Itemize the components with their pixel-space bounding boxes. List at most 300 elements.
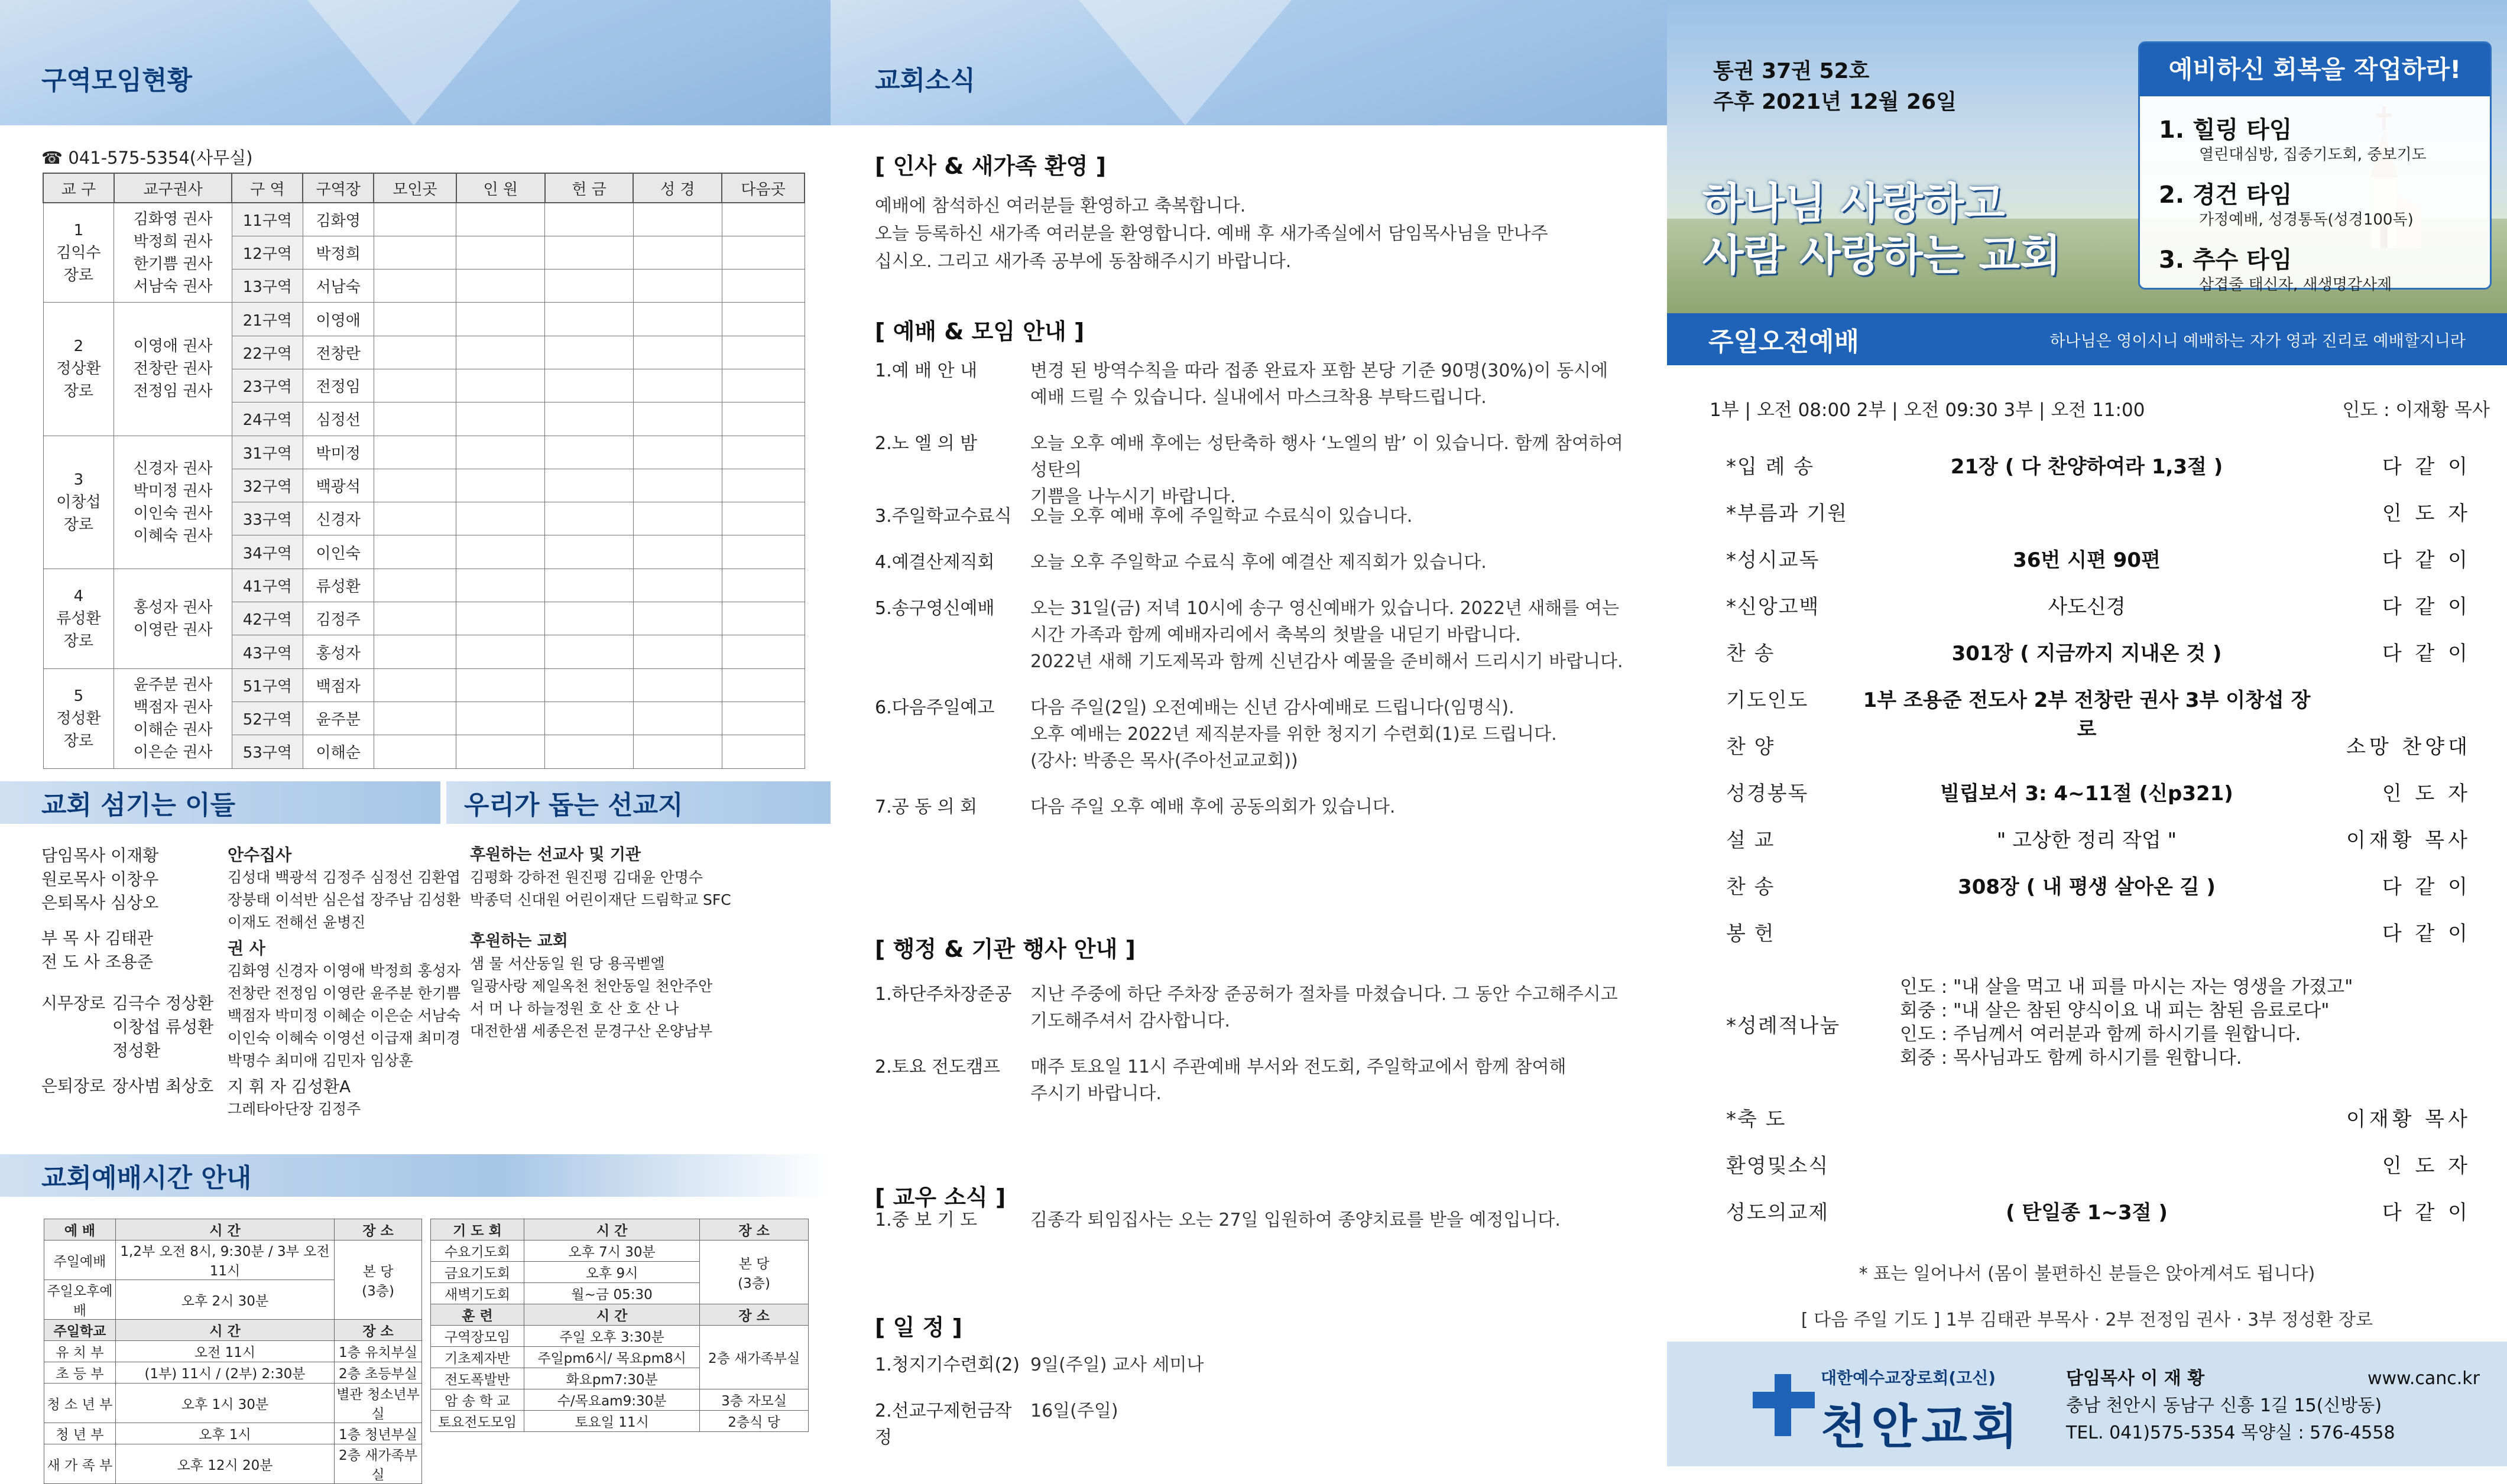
blank-cell (633, 502, 722, 535)
order-label: 성도의교제 (1726, 1201, 1830, 1225)
news-key: 1.청지기수련회(2) (875, 1355, 1020, 1375)
train-name: 토요전도모임 (431, 1411, 524, 1432)
news-line: 예배 드릴 수 있습니다. 실내에서 마스크착용 부탁드립니다. (1030, 387, 1487, 408)
news-value (1030, 1352, 1643, 1378)
order-person: 인 도 자 (2382, 782, 2471, 806)
member-name: 한기쁨 권사 (133, 255, 213, 273)
district-cell: 43구역 (232, 635, 303, 668)
blank-cell (722, 303, 805, 336)
slogan (1702, 177, 2061, 281)
district-cell: 33구역 (232, 502, 303, 535)
blank-cell (545, 369, 634, 402)
table-row (431, 1304, 809, 1326)
blank-cell (374, 369, 456, 402)
welcome-line: 십시오. 그리고 새가족 공부에 동참해주시기 바랍니다. (875, 251, 1292, 272)
blank-cell (722, 369, 805, 402)
group-name: 장로 (63, 732, 94, 750)
district-cell: 51구역 (232, 668, 303, 702)
news-value (1030, 503, 1643, 530)
train-time: 주일 오후 3:30분 (524, 1326, 699, 1347)
order-person: 다 같 이 (2382, 642, 2471, 665)
news-value (1030, 981, 1643, 1034)
blank-cell (374, 569, 456, 602)
member-cell (114, 303, 232, 436)
blank-cell (374, 469, 456, 502)
blank-cell (633, 668, 722, 702)
place-line: (3층) (362, 1283, 394, 1299)
news-value (1030, 430, 1643, 510)
blank-cell (545, 502, 634, 535)
blank-cell (722, 702, 805, 735)
news-item (875, 549, 1643, 576)
table-row (43, 569, 805, 602)
table-row (431, 1411, 809, 1432)
blank-cell (456, 702, 545, 735)
church-name: 천안교회 (1821, 1399, 2023, 1454)
welcome-heading: [ 인사 & 새가족 환영 ] (875, 153, 1106, 179)
news-key: 2.선교구제헌금작정 (875, 1401, 1012, 1448)
deacons-names (228, 866, 460, 934)
group-name: 정성환 (56, 709, 101, 728)
blank-cell (374, 702, 456, 735)
column-header: 시 간 (115, 1219, 334, 1241)
blank-cell (374, 303, 456, 336)
news-value (1030, 694, 1643, 774)
order-content: 301장 ( 지금까지 지내온 것 ) (1951, 642, 2222, 665)
footer-website[interactable]: www.canc.kr (2367, 1368, 2480, 1389)
table-row (43, 303, 805, 336)
order-person: 다 같 이 (2382, 595, 2471, 619)
column-header: 기 도 회 (431, 1219, 524, 1241)
district-cell: 41구역 (232, 569, 303, 602)
blank-cell (456, 535, 545, 569)
blank-cell (722, 535, 805, 569)
blank-cell (633, 602, 722, 635)
news-line: 오늘 오후 예배 후에 주일학교 수료식이 있습니다. (1030, 506, 1413, 527)
mission-bar (446, 781, 831, 824)
conductor: 지 휘 자 김성환A (228, 1077, 351, 1096)
district-table (43, 173, 805, 769)
news-item (875, 503, 1643, 530)
district-cell: 11구역 (232, 203, 303, 236)
blank-cell (722, 269, 805, 303)
welcome-line: 예배에 참석하신 여러분들 환영하고 축복합니다. (875, 196, 1246, 216)
blank-cell (633, 303, 722, 336)
group-name: 장로 (63, 632, 94, 650)
news-value (1030, 1054, 1643, 1107)
news-line: 김종각 퇴임집사는 오는 27일 입원하여 종양치료를 받을 예정입니다. (1030, 1210, 1561, 1230)
slogan-line1: 하나님 사랑하고 (1702, 178, 2005, 228)
order-label: 환영및소식 (1726, 1154, 1830, 1178)
blank-cell (722, 203, 805, 236)
district-cell: 24구역 (232, 402, 303, 436)
communion-line: 회중 : "내 살은 참된 양식이요 내 피는 참된 음료로다" (1900, 1000, 2330, 1021)
news-value (1030, 1398, 1643, 1424)
member-name: 이은순 권사 (133, 743, 213, 761)
news-key: 7.공 동 의 회 (875, 797, 978, 817)
order-content: 1부 조용준 전도사 2부 전창란 권사 3부 이창섭 장로 (1863, 689, 2311, 741)
member-name: 이영애 권사 (133, 337, 213, 356)
member-name: 이영란 권사 (133, 621, 213, 639)
member-name: 이해순 권사 (133, 720, 213, 739)
order-person: 이재황 목사 (2346, 829, 2471, 852)
leader-cell: 백점자 (303, 668, 374, 702)
worship-title: 교회예배시간 안내 (41, 1163, 252, 1193)
church-logo (1821, 1365, 2022, 1457)
blank-cell (456, 469, 545, 502)
theme-card (2138, 41, 2492, 294)
school-cell: 오후 12시 20분 (115, 1444, 334, 1484)
mission-list (470, 844, 731, 1043)
news-line: 시간 가족과 함께 예배자리에서 축복의 첫발을 내딛기 바랍니다. (1030, 625, 1521, 645)
communion-text (1900, 975, 2353, 1070)
news-item (875, 1207, 1643, 1233)
order-person: 다 같 이 (2382, 548, 2471, 572)
leader-cell: 박미정 (303, 436, 374, 469)
theme-item-title: 3. 추수 타임 (2159, 246, 2292, 274)
member-name: 이인숙 권사 (133, 504, 213, 522)
order-row (1667, 730, 2507, 760)
order-label: 설 교 (1726, 829, 1775, 852)
blank-cell (456, 303, 545, 336)
member-cell (114, 569, 232, 668)
member-name: 홍성자 권사 (133, 598, 213, 616)
column-header: 시 간 (115, 1320, 334, 1341)
blank-cell (545, 203, 634, 236)
serve-title: 교회 섬기는 이들 (41, 790, 236, 820)
order-row (1667, 450, 2507, 480)
order-label: 찬 송 (1726, 875, 1775, 899)
schedule-heading: [ 일 정 ] (875, 1314, 962, 1340)
news-line: 다음 주일 오후 예배 후에 공동의회가 있습니다. (1030, 797, 1396, 817)
communion-line: 인도 : "내 살을 먹고 내 피를 마시는 자는 영생을 가졌고" (1900, 976, 2353, 998)
school-cell: 1층 청년부실 (335, 1423, 422, 1444)
blank-cell (633, 269, 722, 303)
blank-cell (374, 436, 456, 469)
table-row (44, 1219, 422, 1241)
leader-cell: 신경자 (303, 502, 374, 535)
contact-info (2066, 1365, 2480, 1447)
place-line: 본 당 (362, 1264, 394, 1280)
welcome-text (875, 192, 1643, 275)
order-row (1667, 684, 2507, 741)
blank-cell (545, 569, 634, 602)
blank-cell (545, 535, 634, 569)
blank-cell (633, 203, 722, 236)
church-label: 후원하는 교회 (470, 932, 568, 950)
column-header: 구역장 (303, 173, 374, 203)
blank-cell (722, 436, 805, 469)
left-panel (0, 0, 831, 1483)
service-time: 오후 9시 (524, 1262, 699, 1283)
train-place: 2층식 당 (700, 1411, 809, 1432)
news-item (875, 595, 1643, 675)
order-label: *축 도 (1726, 1108, 1786, 1131)
blank-cell (633, 702, 722, 735)
service-name: 새벽기도회 (431, 1283, 524, 1304)
service-name: 주일예배 (44, 1241, 116, 1280)
news-key: 6.다음주일예고 (875, 697, 995, 718)
order-row (1667, 1149, 2507, 1179)
elder-name: 김극수 정상환 (112, 993, 214, 1013)
member-name: 이혜숙 권사 (133, 527, 213, 545)
news-title: 교회소식 (875, 66, 976, 96)
theme-title: 예비하신 회복을 작업하라! (2140, 43, 2490, 96)
group-name: 류성환 (56, 609, 101, 628)
column-header: 구 역 (232, 173, 303, 203)
support-label: 후원하는 선교사 및 기관 (470, 846, 641, 864)
column-header: 헌 금 (545, 173, 634, 203)
group-name: 1 (73, 221, 84, 239)
group-name: 김익수 (56, 243, 101, 262)
news-value (1030, 549, 1643, 576)
staff-list (41, 844, 213, 1098)
blank-cell (722, 668, 805, 702)
blank-cell (545, 602, 634, 635)
blank-cell (374, 602, 456, 635)
train-time: 화요pm7:30분 (524, 1368, 699, 1389)
blank-cell (633, 469, 722, 502)
district-title: 구역모임현황 (41, 66, 193, 96)
school-cell: 별관 청소년부실 (335, 1384, 422, 1423)
group-cell (43, 203, 114, 303)
train-time: 주일pm6시/ 목요pm8시 (524, 1347, 699, 1368)
order-content: 빌립보서 3: 4~11절 (신p321) (1940, 782, 2233, 806)
news-key: 4.예결산제직회 (875, 552, 995, 573)
table-row (431, 1326, 809, 1347)
member-name: 박미정 권사 (133, 482, 213, 500)
leader-cell: 전정임 (303, 369, 374, 402)
district-cell: 52구역 (232, 702, 303, 735)
blank-cell (633, 735, 722, 768)
leader-cell: 류성환 (303, 569, 374, 602)
group-name: 4 (73, 587, 84, 605)
order-label: *부름과 기원 (1726, 502, 1848, 525)
kwonsa-line: 김화영 신경자 이영애 박정희 홍성자 (228, 962, 461, 979)
member-name: 전정임 권사 (133, 382, 213, 401)
news-key: 3.주일학교수료식 (875, 506, 1012, 527)
news-key: 2.노 엘 의 밤 (875, 433, 978, 454)
order-row (1667, 544, 2507, 573)
table-row (44, 1320, 422, 1341)
service-title: 주일오전예배 (1708, 327, 1860, 357)
order-label: *신앙고백 (1726, 595, 1820, 619)
blank-cell (456, 236, 545, 269)
district-cell: 22구역 (232, 336, 303, 369)
news-line: 매주 토요일 11시 주관예배 부서와 전도회, 주일학교에서 함께 참여해 (1030, 1057, 1567, 1077)
blank-cell (633, 635, 722, 668)
column-header: 장 소 (700, 1219, 809, 1241)
member-name: 전창란 권사 (133, 360, 213, 378)
footer-address: 충남 천안시 동남구 신흥 1길 15(신방동) (2066, 1395, 2382, 1416)
service-name: 수요기도회 (431, 1241, 524, 1262)
news-line: 오후 예배는 2022년 제직분자를 위한 청지기 수련회(1)로 드립니다. (1030, 724, 1557, 745)
order-row (1667, 497, 2507, 527)
news-item (875, 1352, 1643, 1378)
order-label: *입 례 송 (1726, 455, 1815, 479)
leader-text: 인도 : 이재황 목사 (2342, 400, 2490, 421)
assoc-pastor: 부 목 사 김태관 (41, 928, 153, 948)
issue-info (1713, 56, 1957, 118)
news-line: (강사: 박종은 목사(주아선교교회)) (1030, 751, 1298, 771)
kwonsa-line: 전창란 전정임 이영란 윤주분 한기쁨 (228, 985, 461, 1002)
train-place: 3층 자모실 (700, 1389, 809, 1411)
kwonsa-label: 권 사 (228, 939, 265, 958)
column-header: 교 구 (43, 173, 114, 203)
group-name: 이창섭 (56, 493, 101, 511)
place-line: 본 당 (738, 1256, 770, 1272)
news-line: 변경 된 방역수칙을 따라 접종 완료자 포함 본당 기준 90명(30%)이 동시에 (1030, 361, 1608, 381)
district-cell: 21구역 (232, 303, 303, 336)
member-cell (114, 436, 232, 569)
blank-cell (545, 668, 634, 702)
blank-cell (374, 203, 456, 236)
order-person: 소망 찬양대 (2346, 735, 2471, 759)
news-line: 기도해주셔서 감사합니다. (1030, 1011, 1230, 1031)
support-line: 김평화 강하전 원진평 김대윤 안명수 (470, 869, 703, 886)
news-value (1030, 595, 1643, 675)
blank-cell (374, 668, 456, 702)
order-row (1667, 824, 2507, 853)
school-cell: 청 년 부 (44, 1423, 116, 1444)
school-cell: 2층 새가족부실 (335, 1444, 422, 1484)
column-header: 다음곳 (722, 173, 805, 203)
elders-label: 시무장로 (41, 993, 106, 1013)
service-bar (1667, 313, 2507, 365)
blank-cell (633, 236, 722, 269)
news-value (1030, 794, 1643, 820)
service-place (335, 1241, 422, 1320)
leader-cell: 김정주 (303, 602, 374, 635)
group-name: 장로 (63, 515, 94, 534)
worship-table-left (44, 1219, 422, 1484)
leader-cell: 백광석 (303, 469, 374, 502)
mission-title: 우리가 돕는 선교지 (464, 790, 683, 820)
service-time: 오후 2시 30분 (115, 1280, 334, 1320)
district-cell: 23구역 (232, 369, 303, 402)
blank-cell (374, 269, 456, 303)
column-header: 훈 련 (431, 1304, 524, 1326)
train-place: 2층 새가족부실 (700, 1326, 809, 1389)
kwonsa-line: 이인숙 이혜숙 이영선 이급재 최미경 (228, 1030, 461, 1047)
elder-pastor: 원로목사 이창우 (41, 869, 159, 889)
news-line: 2022년 새해 기도제목과 함께 신년감사 예물을 준비해서 드리시기 바랍니다. (1030, 651, 1623, 672)
blank-cell (456, 436, 545, 469)
news-line: 9일(주일) 교사 세미나 (1030, 1355, 1204, 1375)
leader-cell: 서남숙 (303, 269, 374, 303)
leader-cell: 전창란 (303, 336, 374, 369)
order-content: ( 탄일종 1~3절 ) (2006, 1201, 2168, 1225)
church-names (470, 953, 731, 1043)
train-time: 수/목요am9:30분 (524, 1389, 699, 1411)
table-row (43, 668, 805, 702)
blank-cell (633, 336, 722, 369)
news-line: 오늘 오후 주일학교 수료식 후에 예결산 제직회가 있습니다. (1030, 552, 1487, 573)
blank-cell (545, 735, 634, 768)
times-text: 1부 | 오전 08:00 2부 | 오전 09:30 3부 | 오전 11:00 (1710, 400, 2145, 421)
order-row (1667, 590, 2507, 620)
news-line: 오늘 오후 예배 후에는 성탄축하 행사 ‘노엘의 밤’ 이 있습니다. 함께 참여하여 성탄의 (1030, 433, 1623, 480)
blank-cell (374, 502, 456, 535)
blank-cell (633, 436, 722, 469)
blank-cell (374, 336, 456, 369)
table-row (43, 203, 805, 236)
theme-item-sub: 삼겹줄 태신자, 새생명감사제 (2199, 276, 2392, 294)
blank-cell (545, 402, 634, 436)
column-header: 성 경 (633, 173, 722, 203)
news-key: 1.예 배 안 내 (875, 361, 978, 381)
school-cell: 오전 11시 (115, 1341, 334, 1362)
news-line: 다음 주일(2일) 오전예배는 신년 감사예배로 드립니다(임명식). (1030, 697, 1514, 718)
order-row (1667, 1103, 2507, 1132)
blank-cell (456, 203, 545, 236)
order-row (1667, 917, 2507, 947)
train-name: 전도폭발반 (431, 1368, 524, 1389)
blank-cell (722, 502, 805, 535)
choir-leader: 그레타아단장 김정주 (228, 1100, 361, 1118)
blank-cell (545, 269, 634, 303)
news-item (875, 430, 1643, 510)
deacon-line: 김성대 백광석 김정주 심정선 김환엽 (228, 869, 461, 886)
school-cell: 유 치 부 (44, 1341, 116, 1362)
worship-table-right (430, 1219, 809, 1432)
blank-cell (722, 336, 805, 369)
member-cell (114, 668, 232, 768)
retired-label: 은퇴장로 (41, 1076, 106, 1096)
district-cell: 32구역 (232, 469, 303, 502)
blank-cell (633, 569, 722, 602)
issue-date: 주후 2021년 12월 26일 (1713, 90, 1957, 114)
church-line: 대전한샘 세종은전 문경구산 온양남부 (470, 1022, 713, 1040)
blank-cell (545, 635, 634, 668)
worship-heading: [ 예배 & 모임 안내 ] (875, 319, 1085, 345)
communion-line: 회중 : 목사님과도 함께 하시기를 원합니다. (1900, 1047, 2242, 1069)
member-name: 윤주분 권사 (133, 676, 213, 694)
table-row (44, 1241, 422, 1280)
leader-cell: 심정선 (303, 402, 374, 436)
order-person: 다 같 이 (2382, 455, 2471, 479)
communion-line: 인도 : 주님께서 여러분과 함께 하시기를 원합니다. (1900, 1024, 2301, 1045)
blank-cell (374, 402, 456, 436)
order-label: *성시교독 (1726, 548, 1820, 572)
order-content: 308장 ( 내 평생 살아온 길 ) (1958, 875, 2216, 899)
admin-heading: [ 행정 & 기관 행사 안내 ] (875, 936, 1136, 962)
church-line: 샘 물 서산동일 원 당 용곡벧엘 (470, 955, 665, 972)
table-row (43, 436, 805, 469)
blank-cell (456, 735, 545, 768)
blank-cell (456, 668, 545, 702)
blank-cell (374, 635, 456, 668)
leader-cell: 이영애 (303, 303, 374, 336)
leader-cell: 홍성자 (303, 635, 374, 668)
service-time: 오후 7시 30분 (524, 1241, 699, 1262)
news-key: 1.중 보 기 도 (875, 1210, 978, 1230)
blank-cell (722, 735, 805, 768)
table-row (431, 1241, 809, 1262)
order-label: 봉 헌 (1726, 922, 1775, 946)
issue-volume: 통권 37권 52호 (1713, 59, 1870, 83)
column-header: 주일학교 (44, 1320, 116, 1341)
member-name: 백점자 권사 (133, 698, 213, 716)
table-row (431, 1389, 809, 1411)
order-row (1667, 777, 2507, 807)
column-header: 장 소 (335, 1219, 422, 1241)
news-item (875, 358, 1643, 411)
group-name: 장로 (63, 382, 94, 401)
news-item (875, 981, 1643, 1034)
welcome-line: 오늘 등록하신 새가족 여러분을 환영합니다. 예배 후 새가족실에서 담임목사님을 만나주 (875, 223, 1548, 244)
retired-pastor: 은퇴목사 심상오 (41, 893, 159, 913)
